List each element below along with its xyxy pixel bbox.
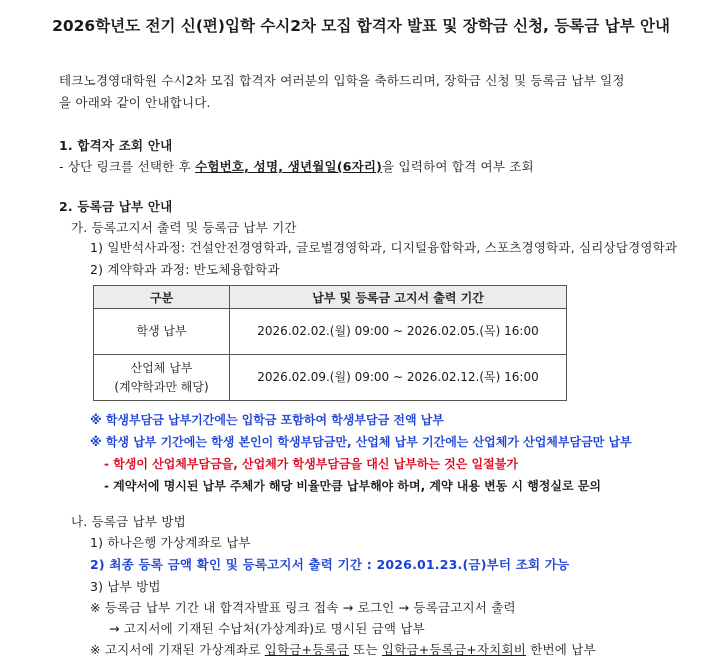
payment-period-table (93, 285, 567, 401)
section2-sub-ga: 가. 등록고지서 출력 및 등록금 납부 기간 (71, 220, 297, 235)
section2-na-item-1: 1) 하나은행 가상계좌로 납부 (90, 535, 251, 550)
table-cell-period: 2026.02.02.(월) 09:00 ~ 2026.02.05.(목) 16:00 (230, 309, 567, 355)
table-cell-period: 2026.02.09.(월) 09:00 ~ 2026.02.12.(목) 16:00 (230, 355, 567, 401)
na-4-underline-1: 입학금+등록금 (264, 642, 349, 657)
table-cell-category-label: 학생 납부 (136, 324, 187, 338)
table-header-row (94, 286, 567, 309)
section2-na-item-3: 3) 납부 방법 (90, 579, 161, 594)
table-header-category: 구분 (94, 286, 230, 309)
table-row (94, 309, 567, 355)
na-4-prefix: ※ 고지서에 기재된 가상계좌로 (90, 642, 265, 657)
note-1: ※ 학생부담금 납부기간에는 입학금 포함하여 학생부담금 전액 납부 (90, 413, 444, 427)
na-4-suffix: 한번에 납부 (526, 642, 596, 657)
note-2: ※ 학생 납부 기간에는 학생 본인이 학생부담금만, 산업체 납부 기간에는 산업체가 산업체부담금만 납부 (90, 435, 632, 449)
section1-heading: 1. 합격자 조회 안내 (59, 138, 173, 153)
section2-ga-item-2: 2) 계약학과 과정: 반도체융합학과 (90, 262, 280, 277)
section2-na-item-2: 2) 최종 등록 금액 확인 및 등록고지서 출력 기간 : 2026.01.23.(금)부터 조회 가능 (90, 557, 570, 572)
intro-line-1: 테크노경영대학원 수시2차 모집 합격자 여러분의 입학을 축하드리며, 장학금 신청 및 등록금 납부 일정 (59, 73, 625, 88)
section1-line (59, 157, 534, 175)
table-cell-category-label: 산업체 납부 (130, 360, 193, 375)
section2-heading: 2. 등록금 납부 안내 (59, 199, 173, 214)
na-4-mid: 또는 (349, 642, 382, 657)
page-title: 2026학년도 전기 신(편)입학 수시2차 모집 합격자 발표 및 장학금 신청, 등록금 납부 안내 (52, 17, 670, 35)
note-3: - 학생이 산업체부담금을, 산업체가 학생부담금을 대신 납부하는 것은 일절불가 (104, 457, 518, 471)
section2-ga-item-1: 1) 일반석사과정: 건설안전경영학과, 글로벌경영학과, 디지털융합학과, 스포츠경영학과, 심리상담경영학과 (90, 240, 678, 255)
table-row (94, 355, 567, 401)
section2-sub-na: 나. 등록금 납부 방법 (71, 514, 186, 529)
intro-line-2: 을 아래와 같이 안내합니다. (59, 95, 211, 110)
table-header-period: 납부 및 등록금 고지서 출력 기간 (230, 286, 567, 309)
section2-na-item-3b: → 고지서에 기재된 수납처(가상계좌)로 명시된 금액 납부 (109, 621, 425, 636)
table-cell-category-sub: (계약학과만 해당) (114, 379, 209, 394)
section1-line-suffix: 을 입력하여 합격 여부 조회 (382, 159, 534, 174)
section1-line-prefix: - 상단 링크를 선택한 후 (59, 159, 196, 174)
section2-na-item-4 (90, 640, 596, 658)
note-4: - 계약서에 명시된 납부 주체가 해당 비율만큼 납부해야 하며, 계약 내용 변동 시 행정실로 문의 (104, 479, 601, 493)
table-cell-category (94, 309, 230, 355)
section1-line-emph: 수험번호, 성명, 생년월일(6자리) (195, 159, 383, 174)
na-4-underline-2: 입학금+등록금+자치회비 (381, 642, 527, 657)
table-cell-category (94, 355, 230, 401)
section2-na-item-3a: ※ 등록금 납부 기간 내 합격자발표 링크 접속 → 로그인 → 등록금고지서 출력 (90, 600, 516, 615)
